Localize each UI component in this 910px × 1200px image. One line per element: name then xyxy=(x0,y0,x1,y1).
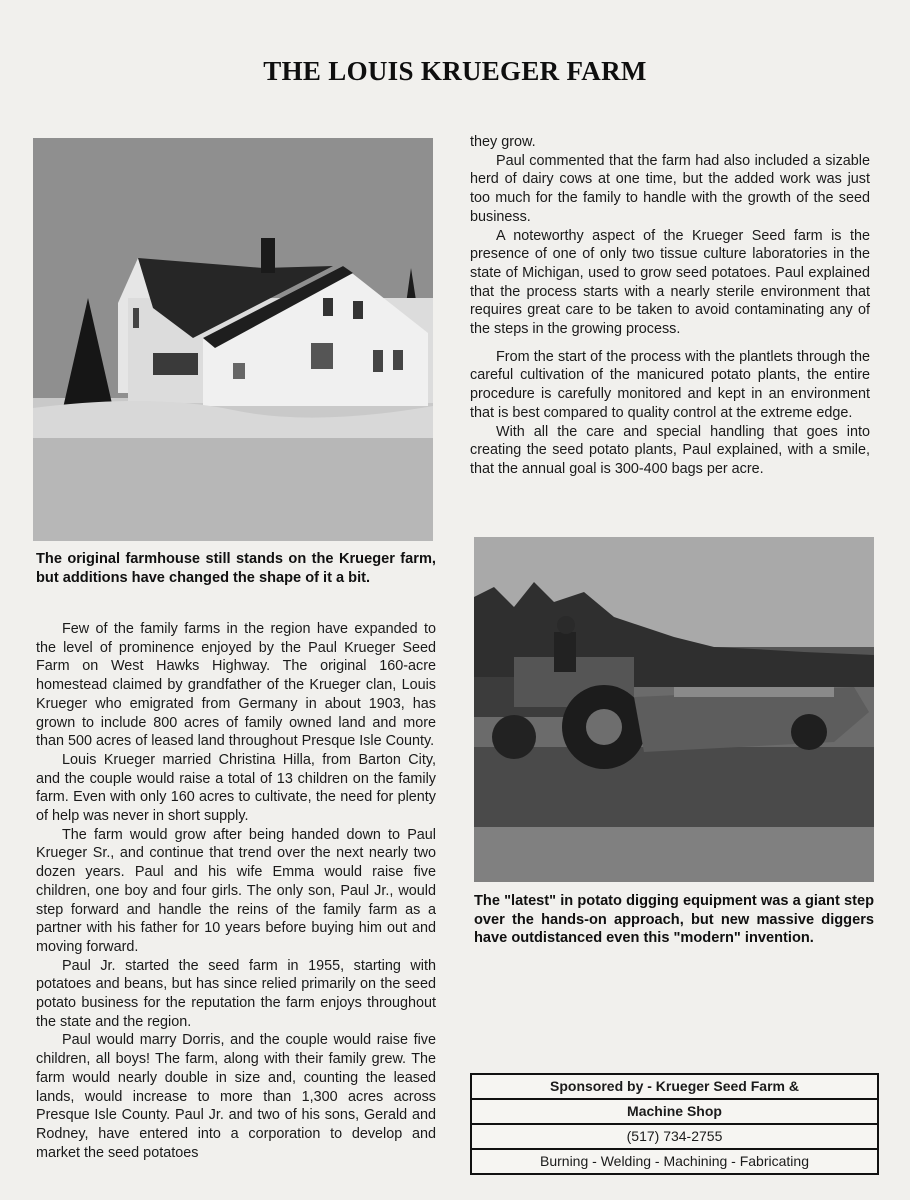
left-column-text xyxy=(36,620,436,1162)
paragraph: The farm would grow after being handed down to Paul Krueger Sr., and continue that trend over the next nearly two dozen years. Paul and his wife Emma would raise five children, one boy and four girls. The only son, Paul Jr., would step forward and handle the reins of the family farm as a partner with his father for 10 years before buying him out and moving forward. xyxy=(36,826,436,955)
farmhouse-photo xyxy=(33,138,433,541)
paragraph: With all the care and special handling that goes into creating the seed potato plants, Paul explained, with a smile, that the annual goal is 300-400 bags per acre. xyxy=(470,423,870,477)
paragraph: A noteworthy aspect of the Krueger Seed farm is the presence of one of only two tissue culture laboratories in the state of Michigan, used to grow seed potatoes. Paul explained that the process starts with a nearly sterile environment that requires great care to be taken to avoid contaminating any of the steps in the growing process. xyxy=(470,227,870,338)
sponsor-box xyxy=(470,1073,879,1175)
digger-caption: The "latest" in potato digging equipment was a giant step over the hands-on approach, but new massive diggers have outdistanced even this "modern" invention. xyxy=(474,893,874,946)
sponsor-services: Burning - Welding - Machining - Fabricating xyxy=(472,1148,877,1173)
paragraph: Louis Krueger married Christina Hilla, from Barton City, and the couple would raise a total of 13 children on the family farm. Even with only 160 acres to cultivate, the need for plenty of help was never in short supply. xyxy=(36,751,436,825)
paragraph: Paul would marry Dorris, and the couple would raise five children, all boys! The farm, along with their family grew. The farm would nearly double in size and, counting the leased lands, would increase to more than 1,300 acres across Presque Isle County. Paul Jr. and two of his sons, Gerald and Rodney, have entered into a corporation to develop and market the seed potatoes xyxy=(36,1032,436,1161)
sponsor-line: Sponsored by - Krueger Seed Farm & xyxy=(550,1078,799,1094)
right-column-text xyxy=(470,133,870,479)
sponsor-phone: (517) 734-2755 xyxy=(472,1123,877,1148)
farmhouse-caption: The original farmhouse still stands on the Krueger farm, but additions have changed the shape of it a bit. xyxy=(36,551,436,586)
page-title: THE LOUIS KRUEGER FARM xyxy=(263,56,647,86)
paragraph: they grow. xyxy=(470,134,536,150)
paragraph: Few of the family farms in the region have expanded to the level of prominence enjoyed by the Paul Krueger Seed Farm on West Hawks Highway. The original 160-acre homestead claimed by grandfather of the Krueger clan, Louis Krueger who emigrated from Germany in about 1903, has grown to include 800 acres of family owned land and more than 500 acres of leased land throughout Presque Isle County. xyxy=(36,621,436,750)
sponsor-name: Machine Shop xyxy=(472,1098,877,1123)
paragraph: From the start of the process with the plantlets through the careful cultivation of the manicured potato plants, the entire procedure is carefully monitored and kept in an environment that is best compared to quality control at the extreme edge. xyxy=(470,348,870,421)
paragraph: Paul Jr. started the seed farm in 1955, starting with potatoes and beans, but has since relied primarily on the seed potato business for the reputation the farm enjoys throughout the state and the region. xyxy=(36,957,436,1030)
paragraph: Paul commented that the farm had also included a sizable herd of dairy cows at one time, but the added work was just too much for the family to handle with the growth of the seed business. xyxy=(470,152,870,225)
potato-digger-photo xyxy=(474,537,874,882)
